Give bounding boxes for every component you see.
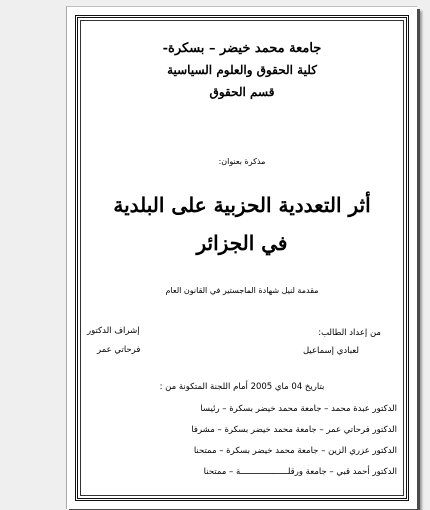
document-page: [66, 6, 417, 509]
supervisor-label: إشراف الدكتور: [87, 326, 140, 336]
committee-member: الدكتور عزري الزين – جامعة محمد خيضر بسكرة – ممتحنا: [193, 446, 397, 456]
student-name: لعبادي إسماعيل: [302, 346, 359, 356]
department-name: قسم الحقوق: [209, 85, 275, 99]
committee-member: الدكتور أحمد قبي – جامعة ورقلـــــــــــــــــــة – ممتحنا: [203, 467, 397, 477]
committee-member: الدكتور فرحاتي عمر – جامعة محمد خيضر بسكرة – مشرفا: [191, 425, 397, 435]
faculty-name: كلية الحقوق والعلوم السياسية: [167, 63, 317, 77]
committee-list: [85, 399, 397, 483]
thesis-title-line-1: أثر التعددية الحزبية على البلدية: [113, 193, 371, 217]
university-name: جامعة محمد خيضر – بسكرة-: [162, 41, 322, 56]
committee-member: الدكتور عبدة محمد – جامعة محمد خيضر بسكرة – رئيسا: [200, 404, 397, 414]
student-label: من إعداد الطالب:: [318, 328, 381, 338]
thesis-title-line-2: في الجزائر: [196, 231, 288, 255]
supervisor-name: فرحاتي عمر: [97, 345, 141, 355]
memo-label: مذكرة بعنوان:: [218, 157, 266, 166]
defense-date-line: بتاريخ 04 ماي 2005 أمام اللجنة المتكونة من :: [159, 382, 325, 392]
degree-subtitle: مقدمة لنيل شهادة الماجستير في القانون العام: [165, 286, 319, 295]
